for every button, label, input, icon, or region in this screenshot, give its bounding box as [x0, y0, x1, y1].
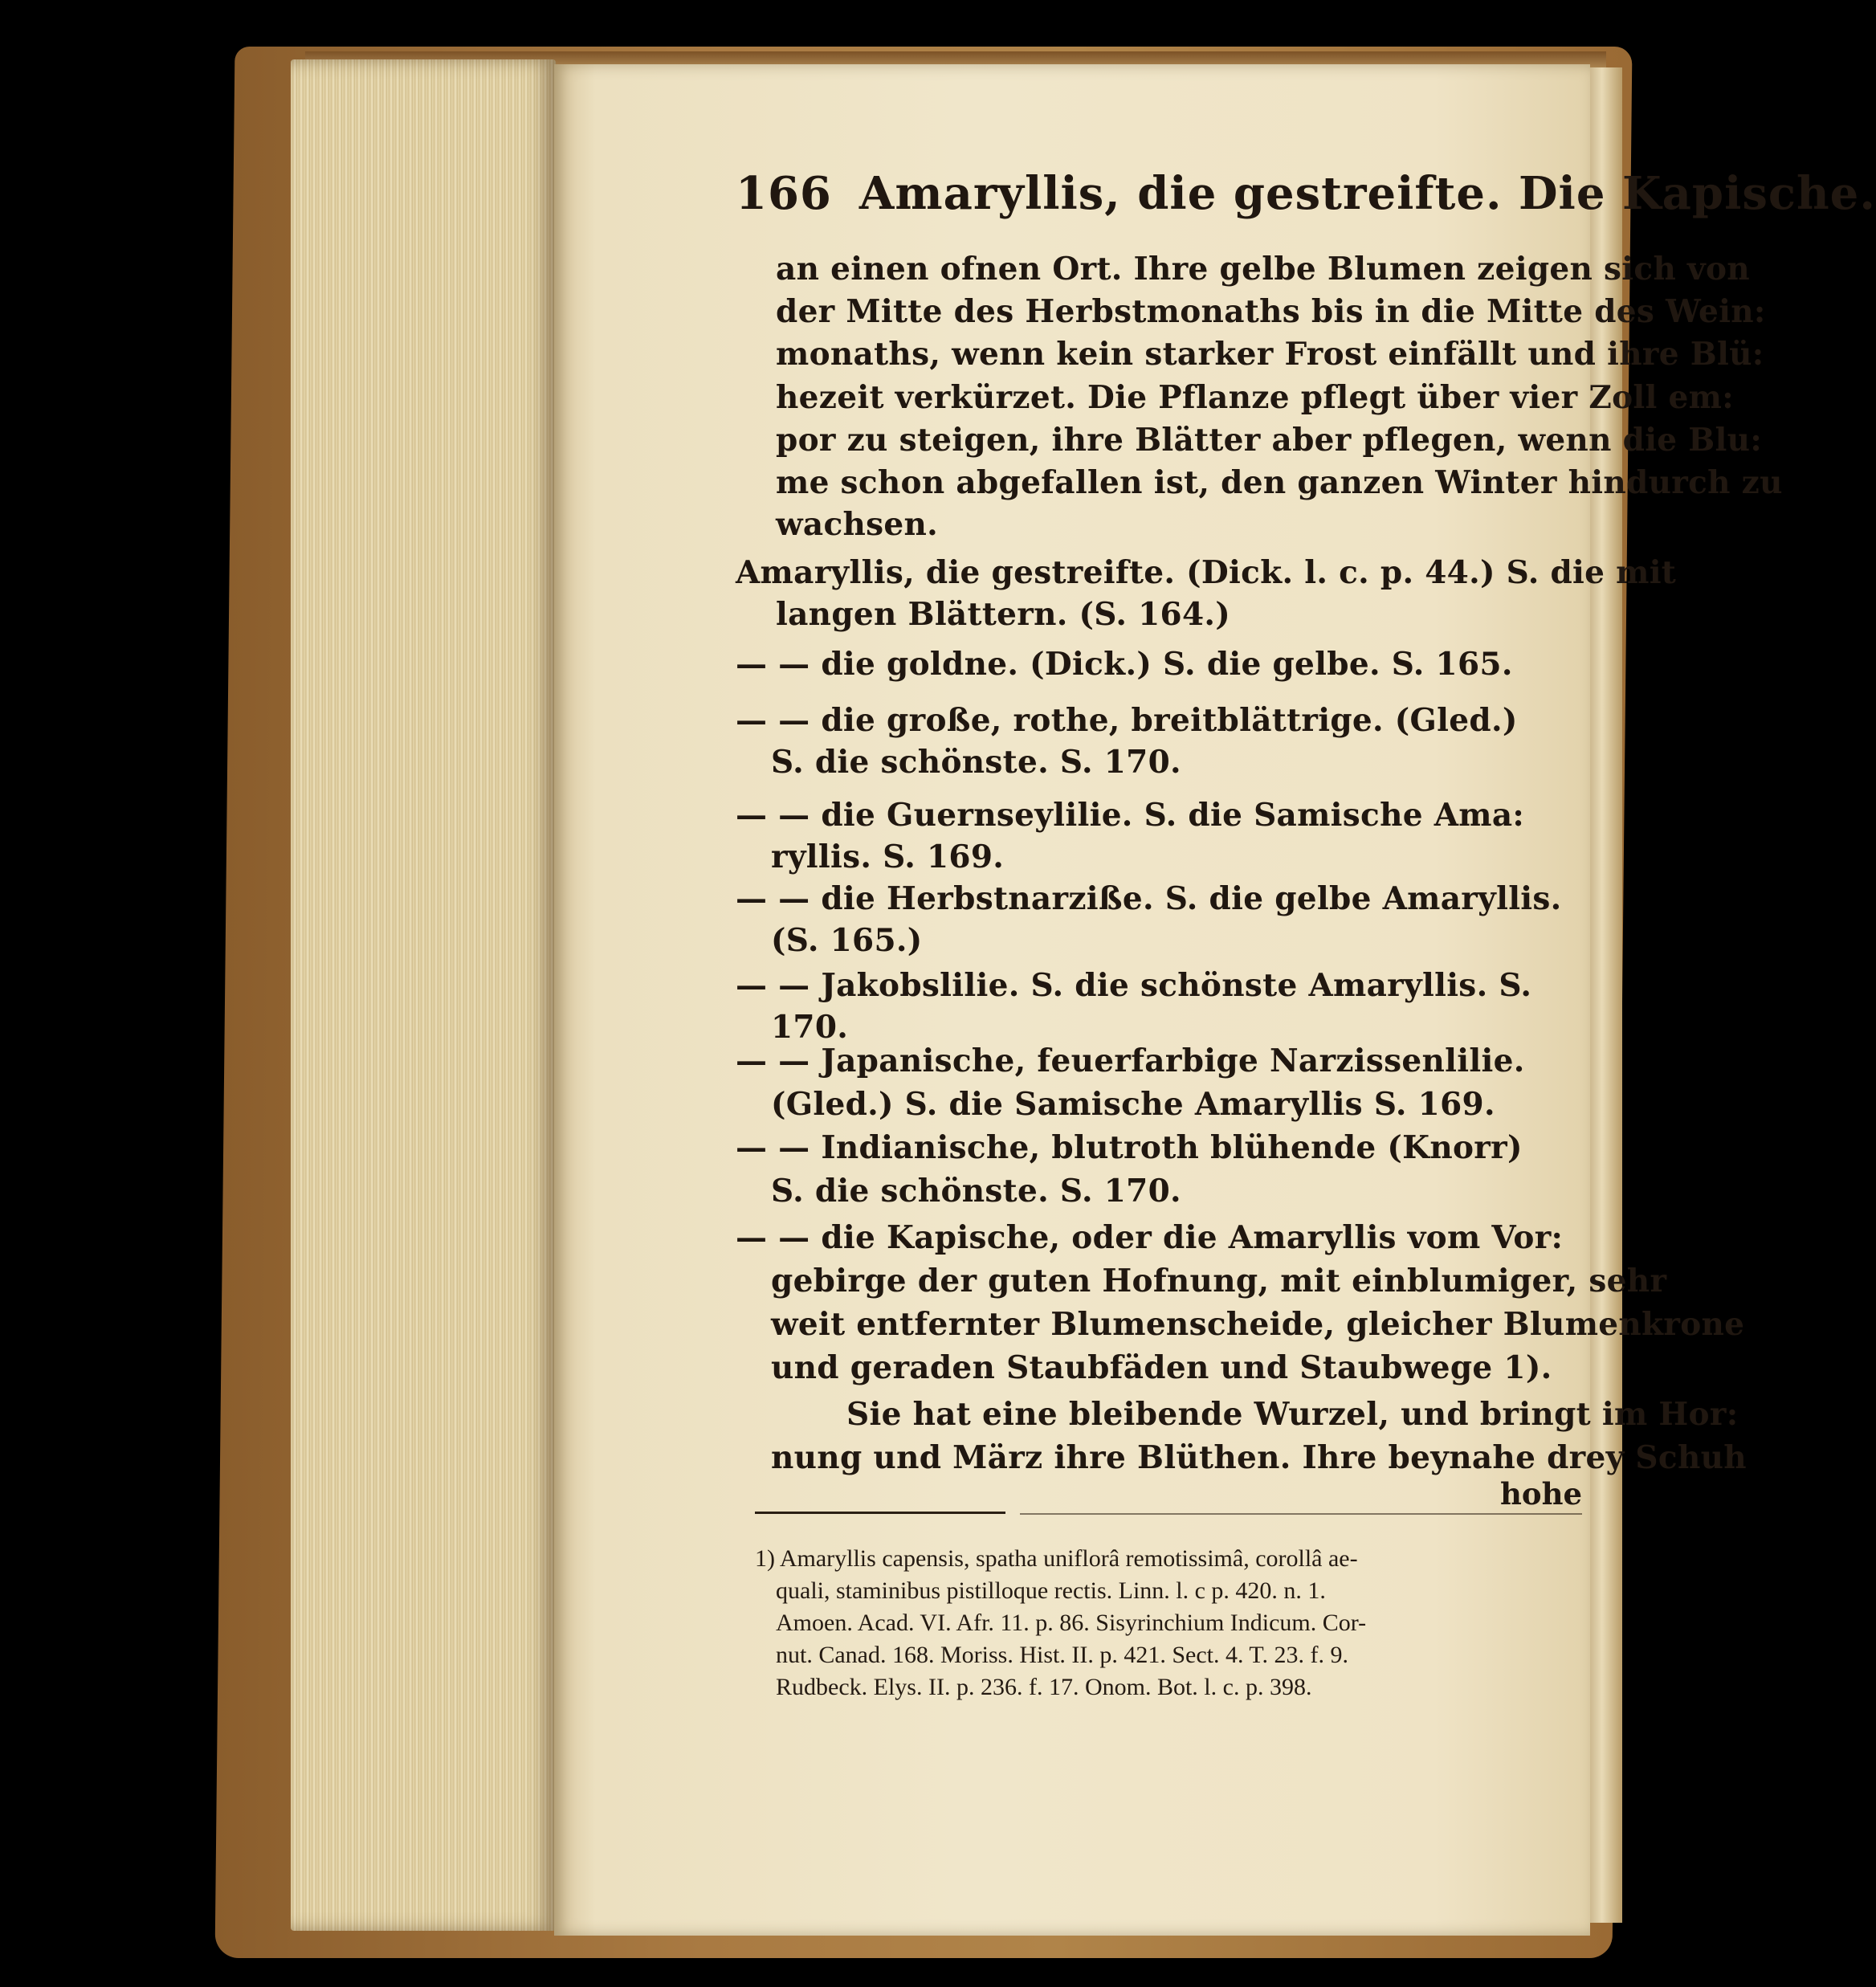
text-line: wachsen.	[776, 506, 939, 543]
text-line: weit entfernter Blumenscheide, gleicher Blumenkrone	[771, 1306, 1745, 1343]
text-line: nung und März ihre Blüthen. Ihre beynahe drey Schuh	[771, 1439, 1747, 1476]
footnote-line: 1) Amaryllis capensis, spatha uniflorâ remotissimâ, corollâ ae-	[755, 1545, 1358, 1572]
page-edges-stack	[291, 59, 556, 1931]
text-line: an einen ofnen Ort. Ihre gelbe Blumen zeigen sich von	[776, 251, 1750, 288]
footnote-rule-faint	[1020, 1513, 1582, 1515]
entry-line: — — die goldne. (Dick.) S. die gelbe. S. 165.	[736, 646, 1513, 683]
entry-line: — — Jakobslilie. S. die schönste Amaryllis. S.	[736, 967, 1532, 1004]
text-line: der Mitte des Herbstmonaths bis in die Mitte des Wein:	[776, 293, 1766, 330]
text-line: me schon abgefallen ist, den ganzen Winter hindurch zu	[776, 464, 1783, 501]
footnote-rule	[755, 1512, 1005, 1514]
running-head-title: Amaryllis, die gestreifte. Die Kapische.	[858, 167, 1876, 220]
running-head	[736, 167, 1876, 233]
footnote-line: quali, staminibus pistilloque rectis. Linn. l. c p. 420. n. 1.	[776, 1577, 1326, 1604]
entry-heading: Amaryllis, die gestreifte. (Dick. l. c. p. 44.) S. die mit	[736, 554, 1677, 591]
entry-line: — — die Kapische, oder die Amaryllis vom Vor:	[736, 1219, 1564, 1256]
catchword: hohe	[1500, 1476, 1583, 1512]
text-line: und geraden Staubfäden und Staubwege 1).	[771, 1349, 1552, 1386]
text-line: hezeit verkürzet. Die Pflanze pflegt über vier Zoll em:	[776, 379, 1734, 416]
text-line: por zu steigen, ihre Blätter aber pflegen, wenn die Blu:	[776, 422, 1763, 459]
text-line: langen Blättern. (S. 164.)	[776, 596, 1231, 633]
text-line: S. die schönste. S. 170.	[771, 1173, 1181, 1210]
text-line: gebirge der guten Hofnung, mit einblumiger, sehr	[771, 1263, 1667, 1300]
text-line: (Gled.) S. die Samische Amaryllis S. 169.	[771, 1086, 1495, 1123]
entry-line: — — die Herbstnarziße. S. die gelbe Amaryllis.	[736, 880, 1562, 917]
entry-line: — — Japanische, feuerfarbige Narzissenlilie.	[736, 1042, 1525, 1079]
text-line: 170.	[771, 1009, 849, 1046]
footnote-line: Amoen. Acad. VI. Afr. 11. p. 86. Sisyrinchium Indicum. Cor-	[776, 1610, 1367, 1636]
text-line: (S. 165.)	[771, 922, 923, 959]
footnote-line: Rudbeck. Elys. II. p. 236. f. 17. Onom. Bot. l. c. p. 398.	[776, 1674, 1312, 1700]
paragraph-line: Sie hat eine bleibende Wurzel, und bringt im Hor:	[846, 1396, 1739, 1433]
entry-line: — — die Guernseylilie. S. die Samische Ama:	[736, 797, 1525, 834]
page-number: 166	[736, 167, 832, 220]
text-line: ryllis. S. 169.	[771, 838, 1005, 875]
text-line: S. die schönste. S. 170.	[771, 744, 1181, 781]
entry-line: — — Indianische, blutroth blühende (Knorr)	[736, 1129, 1523, 1166]
text-line: monaths, wenn kein starker Frost einfällt und ihre Blü:	[776, 336, 1764, 373]
footnote-line: nut. Canad. 168. Moriss. Hist. II. p. 421. Sect. 4. T. 23. f. 9.	[776, 1642, 1349, 1668]
entry-line: — — die große, rothe, breitblättrige. (Gled.)	[736, 702, 1518, 739]
